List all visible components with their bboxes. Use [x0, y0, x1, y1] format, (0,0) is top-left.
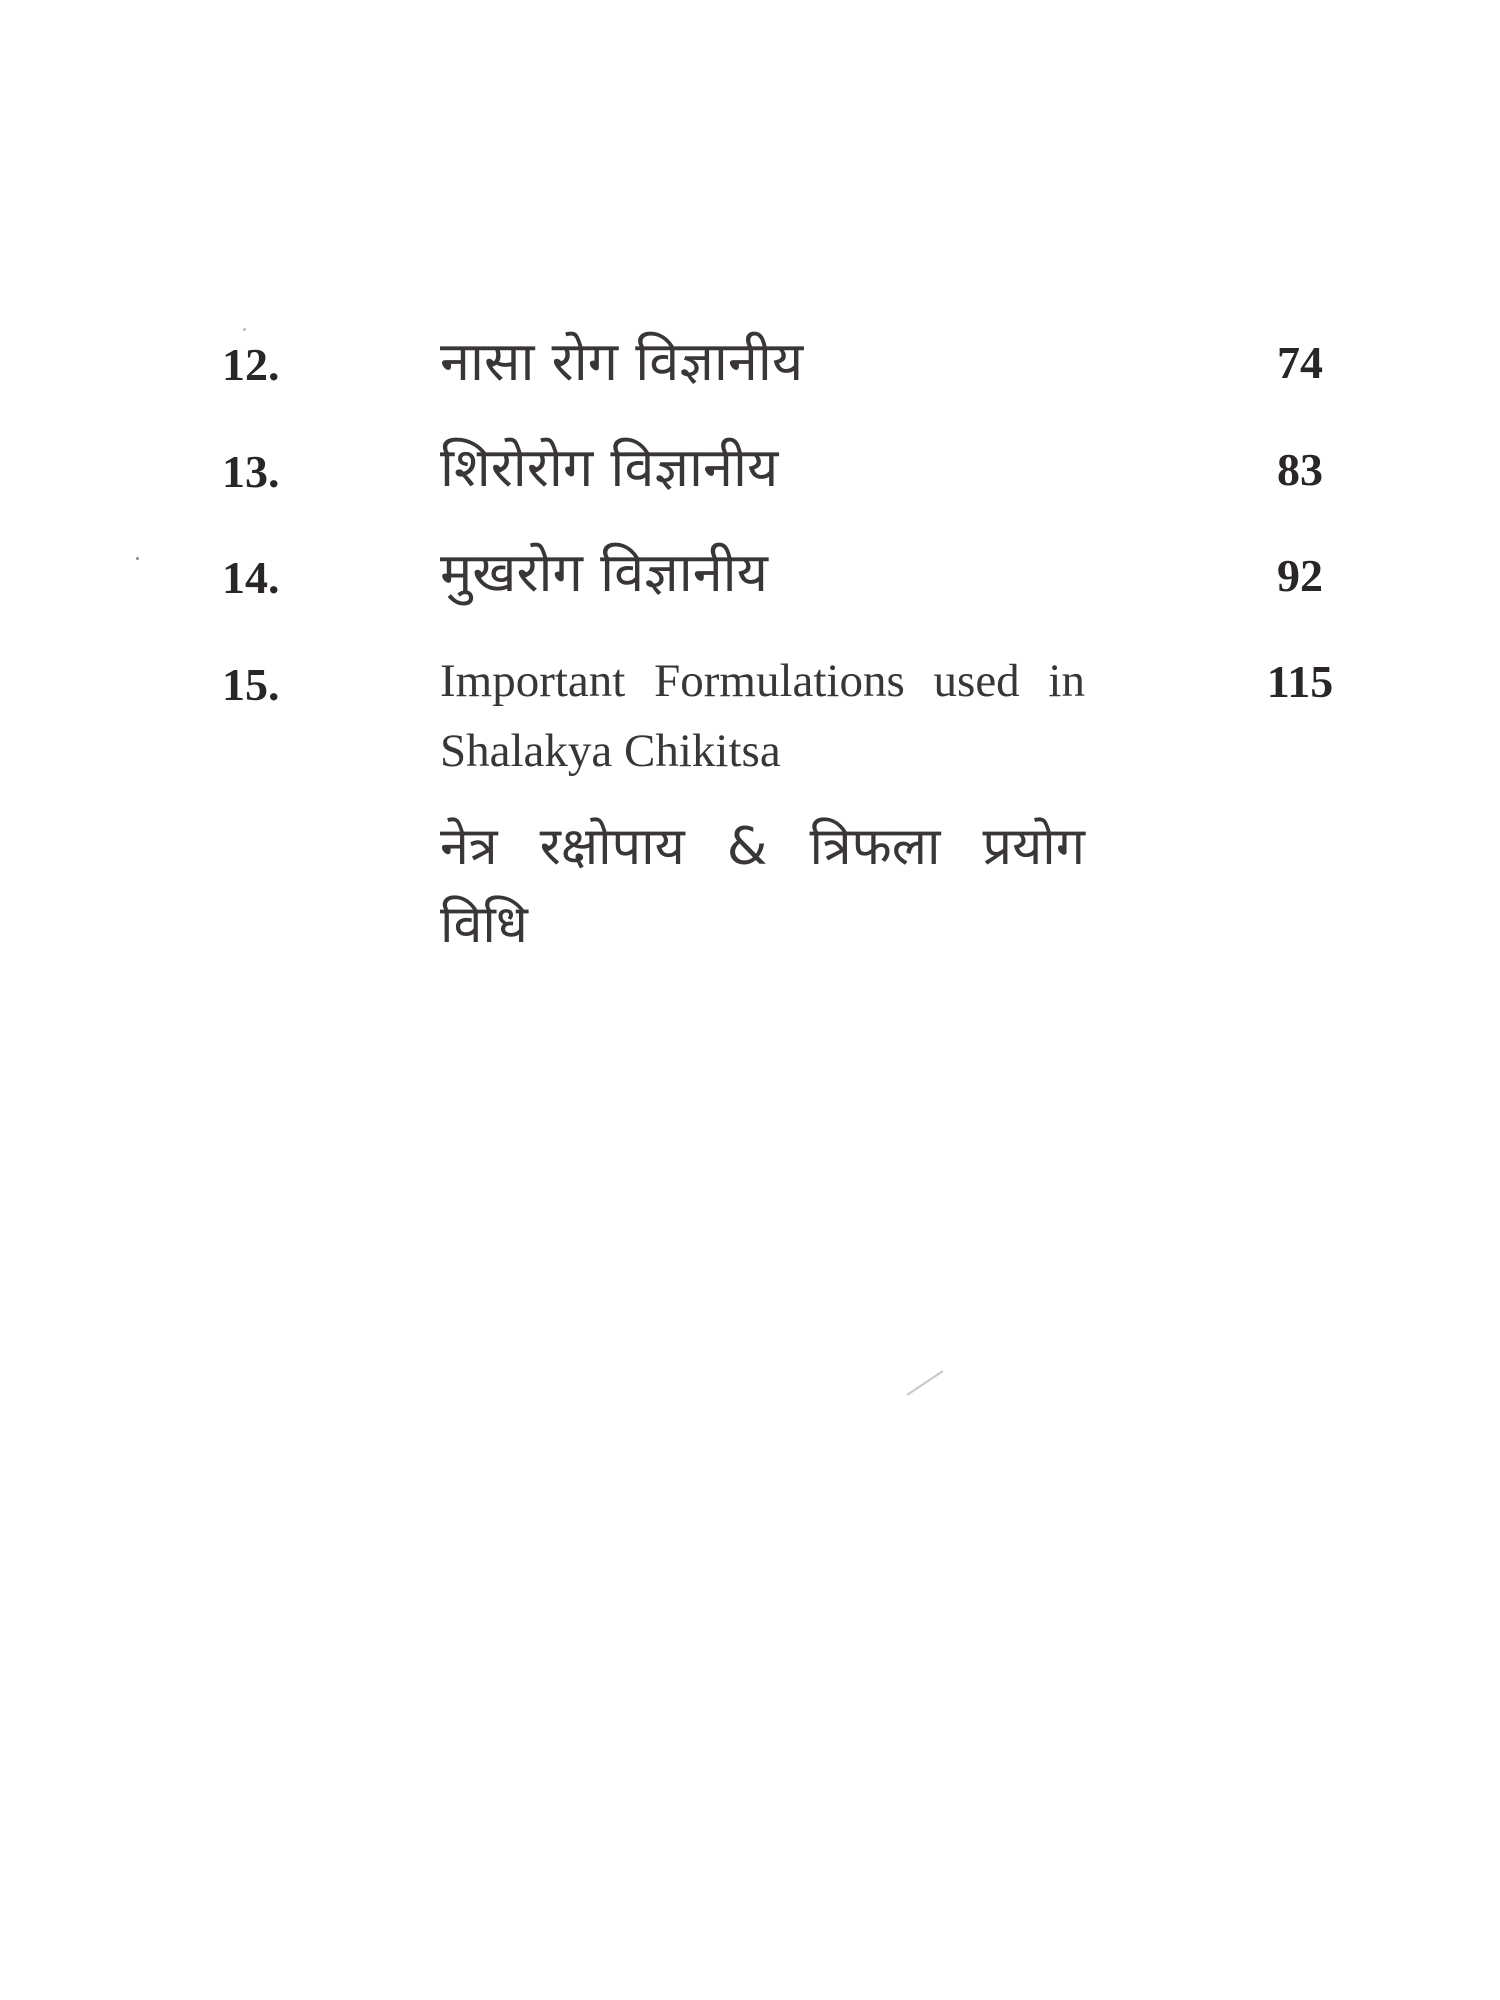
entry-page-number: 74 [1277, 337, 1323, 388]
entry-page-number: 115 [1266, 656, 1334, 707]
entry-title: Important Formulations used in Shalakya Chikitsa [440, 655, 1085, 777]
entry-number: 12. [222, 339, 280, 390]
entry-page-number: 92 [1277, 550, 1323, 601]
entry-number: 15. [222, 659, 280, 710]
entry-page-number: 83 [1277, 444, 1323, 495]
scan-mark [905, 1368, 945, 1398]
entry-number: 14. [222, 552, 280, 603]
entry-subtitle: नेत्र रक्षोपाय & त्रिफला प्रयोग विधि [440, 817, 1085, 955]
entry-title: मुखरोग विज्ञानीय [440, 541, 768, 604]
entry-title: नासा रोग विज्ञानीय [440, 330, 804, 393]
entry-title: शिरोरोग विज्ञानीय [440, 436, 779, 499]
scan-speck [243, 328, 246, 331]
scan-speck [136, 557, 139, 560]
entry-number: 13. [222, 446, 280, 497]
